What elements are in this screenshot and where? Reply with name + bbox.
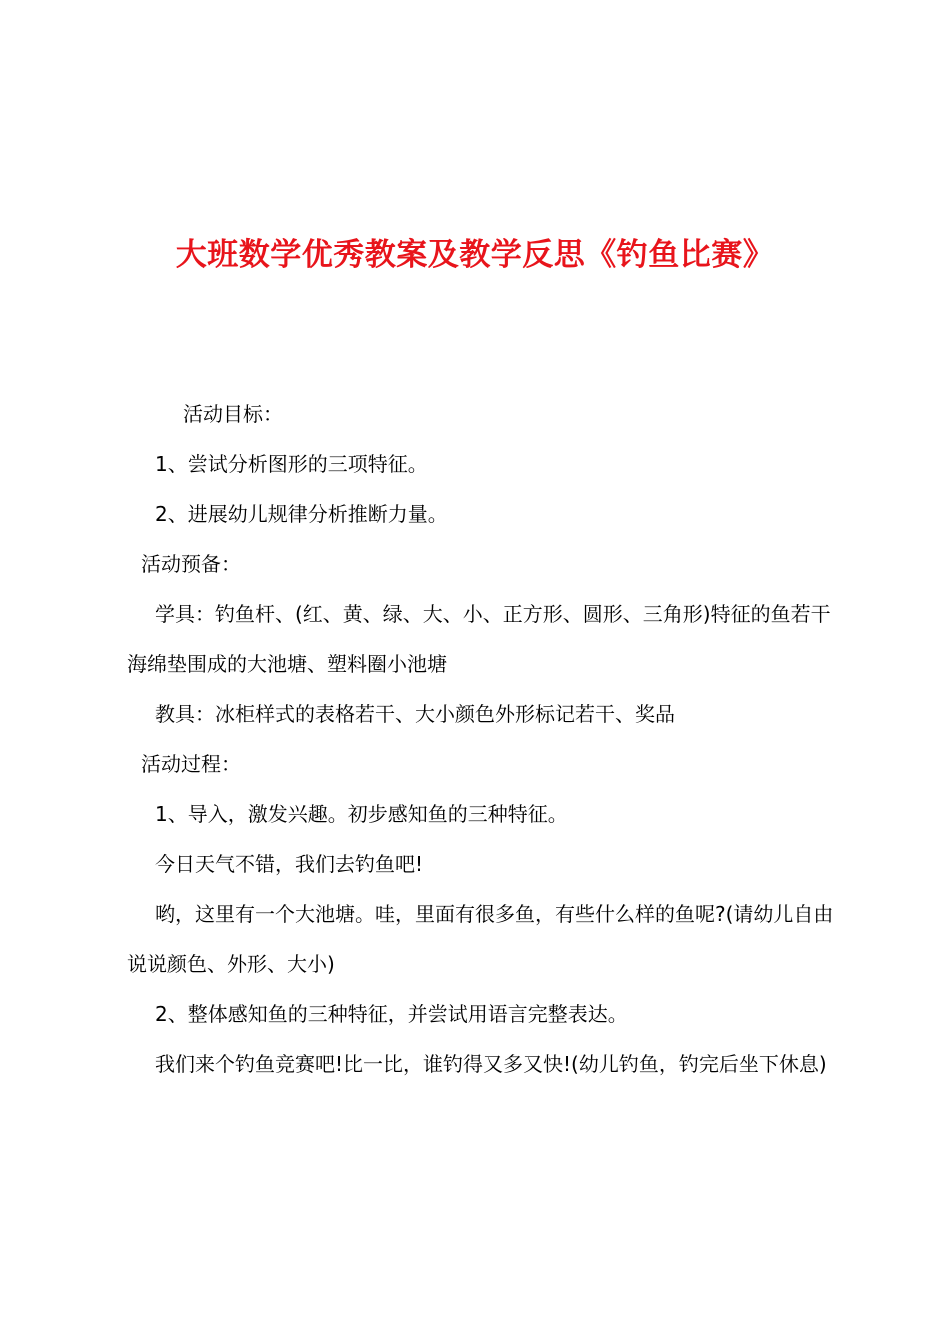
process-paragraph: 哟，这里有一个大池塘。哇，里面有很多鱼，有些什么样的鱼呢?(请幼儿自由说说颜色、外形、大小) xyxy=(127,902,834,976)
heading-activity-goals: 活动目标： xyxy=(183,402,283,426)
heading-activity-preparation: 活动预备： xyxy=(141,552,241,576)
process-paragraph: 今日天气不错，我们去钓鱼吧! xyxy=(155,852,424,876)
goal-item-1: 1、尝试分析图形的三项特征。 xyxy=(155,452,428,476)
preparation-teaching-tools: 教具：冰柜样式的表格若干、大小颜色外形标记若干、奖品 xyxy=(155,702,675,726)
document-body xyxy=(127,389,837,1089)
process-step-1: 1、导入，激发兴趣。初步感知鱼的三种特征。 xyxy=(155,802,568,826)
goal-item-2: 2、进展幼儿规律分析推断力量。 xyxy=(155,502,448,526)
document-title: 大班数学优秀教案及教学反思《钓鱼比赛》 xyxy=(175,236,775,273)
process-step-2: 2、整体感知鱼的三种特征，并尝试用语言完整表达。 xyxy=(155,1002,628,1026)
process-paragraph: 我们来个钓鱼竞赛吧!比一比，谁钓得又多又快!(幼儿钓鱼，钓完后坐下休息) xyxy=(155,1052,827,1076)
preparation-learning-tools: 学具：钓鱼杆、(红、黄、绿、大、小、正方形、圆形、三角形)特征的鱼若干 海绵垫围成的大池塘、塑料圈小池塘 xyxy=(127,602,831,676)
heading-activity-process: 活动过程： xyxy=(141,752,241,776)
